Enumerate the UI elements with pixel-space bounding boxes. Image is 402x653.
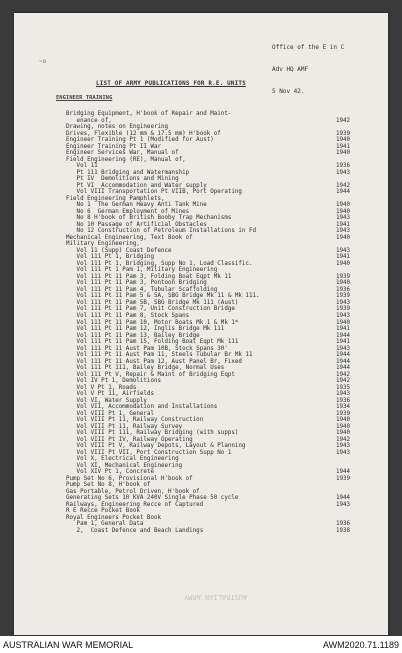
publication-title: Drives, Flexible (12 mm & 17.5 mm) H'book of [66,130,221,137]
publication-year: 1939 [336,273,351,280]
office-header-line: Adv HQ AMF [272,66,309,74]
publication-title: Vol 11 (Supp) Coast Defence [66,247,172,254]
publication-year: 1941 [336,339,351,346]
publication-title: Gas Portable, Petrol Driven, H'book of [66,488,200,495]
archive-name: AUSTRALIAN WAR MEMORIAL [3,640,134,650]
document-page [14,13,388,635]
publication-title: Engineer Training Pt 1 (Modified for Aust) [66,137,214,144]
publication-year: 1944 [336,332,351,339]
publication-year: 1942 [336,182,351,189]
publication-year: 1944 [336,469,351,476]
publication-title: Mechanical Engineering, Text Book of [66,234,193,241]
publication-title: Vol IV Pt 1, Demolitions [66,378,161,385]
publication-title: Drawing, notes on Engineering [66,124,169,131]
office-header-line: Office of the E in C [272,43,345,51]
publication-year: 1936 [336,397,351,404]
publication-year: 1941 [336,254,351,261]
publication-title: 2, Coast Defence and Beach Landings [66,528,204,534]
publication-title: Vol 111 Pt 11 Pam 12, Inglis Bridge Mk 111 [66,326,225,333]
publication-year: 1936 [336,286,351,293]
publication-year: 1943 [336,299,351,306]
publication-title: Engineer Services War, Manual of [66,150,179,157]
publication-title: No 6 German Employment of Mines [66,208,190,215]
publication-title: Vol V Pt 1, Roads [66,384,137,391]
publication-title: Vol V Pt 11, Airfields [66,391,154,398]
publication-year: 1944 [336,495,351,502]
publication-title: Vol 111 Pt 11 Pam 3, Pontoon Bridging [66,280,207,287]
publication-year: 1943 [336,391,351,398]
publication-year: 1941 [336,143,351,150]
publication-year: 1943 [336,247,351,254]
publication-title: No 8 H'book of British Booby Trap Mechanisms [66,215,232,222]
publication-year: 1940 [336,260,351,267]
publication-year: 1943 [336,215,351,222]
publication-title: Field Engineering (RE), Manual of, [66,156,186,163]
publication-title: Vol 111 Pt 111, Bailey Bridge, Normal Uses [66,365,225,372]
list-item [66,528,366,535]
publication-year: 1943 [336,449,351,456]
document-title: LIST OF ARMY PUBLICATIONS FOR R.E. UNITS [96,81,246,87]
publication-year: 1939 [336,306,351,313]
publication-title: Vol 111 Pt 11 Pam 10, Motor Boats Mk 1 & Mk 1* [66,319,239,326]
publication-title: Vol VIII Pt 11, Railway Construction [66,417,204,424]
publication-year: 1942 [336,117,351,124]
publication-title: Pt IV Demolitions and Mining [66,176,179,183]
publication-year: 1940 [336,417,351,424]
publication-title: Vol XI, Mechanical Engineering [66,462,183,469]
publication-year: 1944 [336,365,351,372]
publication-title: Vol 111 Pt 11 Aust Pam 10B, Stock Spans 30' [66,345,228,352]
section-heading: ENGINEER TRAINING [56,95,113,101]
publication-year: 1940 [336,202,351,209]
publication-title: Pt 111 Bridging and Watermanship [66,169,190,176]
publication-year: 1940 [336,208,351,215]
publication-year: 1936 [336,521,351,528]
archive-footer [0,636,402,653]
publication-year: 1939 [336,293,351,300]
publication-title: Pt VI Accommodation and Water supply [66,182,207,189]
publication-title: Vol 111 Pt 11 Pam 5 & 5A, SBG Bridge Mk 11 & Mk 111. [66,293,260,300]
publication-title: Vol VIII Pt V, Railway Depots, Layout & Planning [66,443,246,450]
publication-year: 1939 [336,410,351,417]
punch-mark: ~o [39,58,47,65]
publication-year: 1940 [336,234,351,241]
office-header [272,29,344,110]
publication-title: Vol 111 Pt 1 Pam 1, Military Engineering [66,267,218,274]
publication-title: No 12 Construction of Petroleum Installations in Fd [66,228,256,235]
publication-title: Vol 111 Pt 11 Pam 5B, SBG Bridge Mk 111 (Aust) [66,299,239,306]
publication-year: 1939 [336,130,351,137]
publication-year: 1942 [336,371,351,378]
publication-year: 1940 [336,150,351,157]
publication-title: Vol VII, Accommodation and Installations [66,404,218,411]
publication-title: Vol 111 Pt 11 Pam 13, Bailey Bridge [66,332,200,339]
publication-year: 1940 [336,430,351,437]
publication-year: 1935 [336,384,351,391]
publication-title: No 1 The German Heavy Anti Tank Mine [66,202,207,209]
publication-year: 1941 [336,221,351,228]
publication-year: 1942 [336,436,351,443]
publication-year: 1940 [336,319,351,326]
publication-year: 1944 [336,358,351,365]
publication-title: Vol 111 Pt 11 Aust Pam 11, Steels Tubular Br Mk 11 [66,352,253,359]
publication-title: Vol 11 [66,163,98,170]
publication-year: 1941 [336,326,351,333]
office-header-line: 5 Nov 42. [272,88,305,96]
publication-title: Vol VIII Pt VII, Port Construction Supp No 1 [66,449,232,456]
bleed-through-text: AUSTRALIAN ARMY [184,593,248,601]
publication-title: Vol VIII Pt 11, Railway Survey [66,423,183,430]
publication-title: Pam 1, General Data [66,521,144,528]
publication-title: Railways, Engineering Recce of Captured [66,501,204,508]
publication-title: Vol 111 Pt 11 Pam 4, Tubular Scaffolding [66,286,218,293]
publication-title: Vol VIII Pt IV, Railway Operating [66,436,193,443]
publication-title: Vol 111 Pt V, Repair & Maint of Bridging Eqpt [66,371,235,378]
publication-year: 1939 [336,475,351,482]
publication-title: Field Engineering Pamphlets, [66,195,165,202]
publication-year: 1942 [336,378,351,385]
publication-year: 1943 [336,169,351,176]
publication-title: Pump Set No 8, H'book of [66,482,151,489]
publication-title: Vol 111 Pt 1, Bridging [66,254,154,261]
publication-title: Vol 111 Pt 11 Aust Pam 12, Aust Panel Br, Fixed [66,358,242,365]
publication-title: Vol VIII Pt 1, General [66,410,154,417]
publication-year: 1938 [336,528,351,534]
publication-year: 1944 [336,352,351,359]
publication-year: 1943 [336,501,351,508]
publication-list [66,111,366,535]
publication-title: R E Recce Pocket Book [66,508,140,515]
publication-title: Engineer Training Pt II War [66,143,161,150]
publication-title: Vol X, Electrical Engineering [66,456,179,463]
publication-title: Bridging Equipment, H'book of Repair and Maint- [66,111,232,117]
publication-title: Vol XIV Pt 1, Concrete [66,469,154,476]
publication-year: 1943 [336,443,351,450]
publication-title: Vol 111 Pt 11 Pam 8, Stock Spans [66,312,190,319]
publication-year: 1943 [336,228,351,235]
publication-title: No 10 Passage of Artificial Obstacles [66,221,207,228]
publication-title: Vol 111 Pt 11 Pam 3, Folding Boat Eqpt Mk 11 [66,273,232,280]
publication-title: enance of, [66,117,112,124]
publication-year: 1940 [336,280,351,287]
publication-year: 1944 [336,189,351,196]
publication-year: 1943 [336,312,351,319]
accession-number: AWM2020.71.1189 [322,640,399,650]
publication-year: 1936 [336,163,351,170]
publication-year: 1940 [336,137,351,144]
publication-title: Generating Sets 10 KVA 240V Single Phase 50 cycle [66,495,239,502]
publication-title: Royal Engineers Pocket Book [66,514,161,521]
publication-title: Vol VI, Water Supply [66,397,147,404]
publication-title: Vol VIII Pt 111, Railway Bridging (with supps) [66,430,239,437]
publication-title: Vol VIII Transportation Pt VIIB, Port Operating [66,189,242,196]
publication-year: 1934 [336,404,351,411]
publication-title: Pump Set No 6, Provisional H'book of [66,475,193,482]
publication-title: Military Engineering, [66,241,140,248]
publication-title: Vol 111 Pt 11 Pam 15, Folding Boat Eqpt Mk 111 [66,339,239,346]
publication-year: 1940 [336,423,351,430]
publication-year: 1943 [336,345,351,352]
publication-title: Vol 111 Pt 11 Pam 7, Unit Construction Bridge [66,306,235,313]
publication-title: Vol 111 Pt 1, Bridging, Supp No 1, Load Classific. [66,260,253,267]
